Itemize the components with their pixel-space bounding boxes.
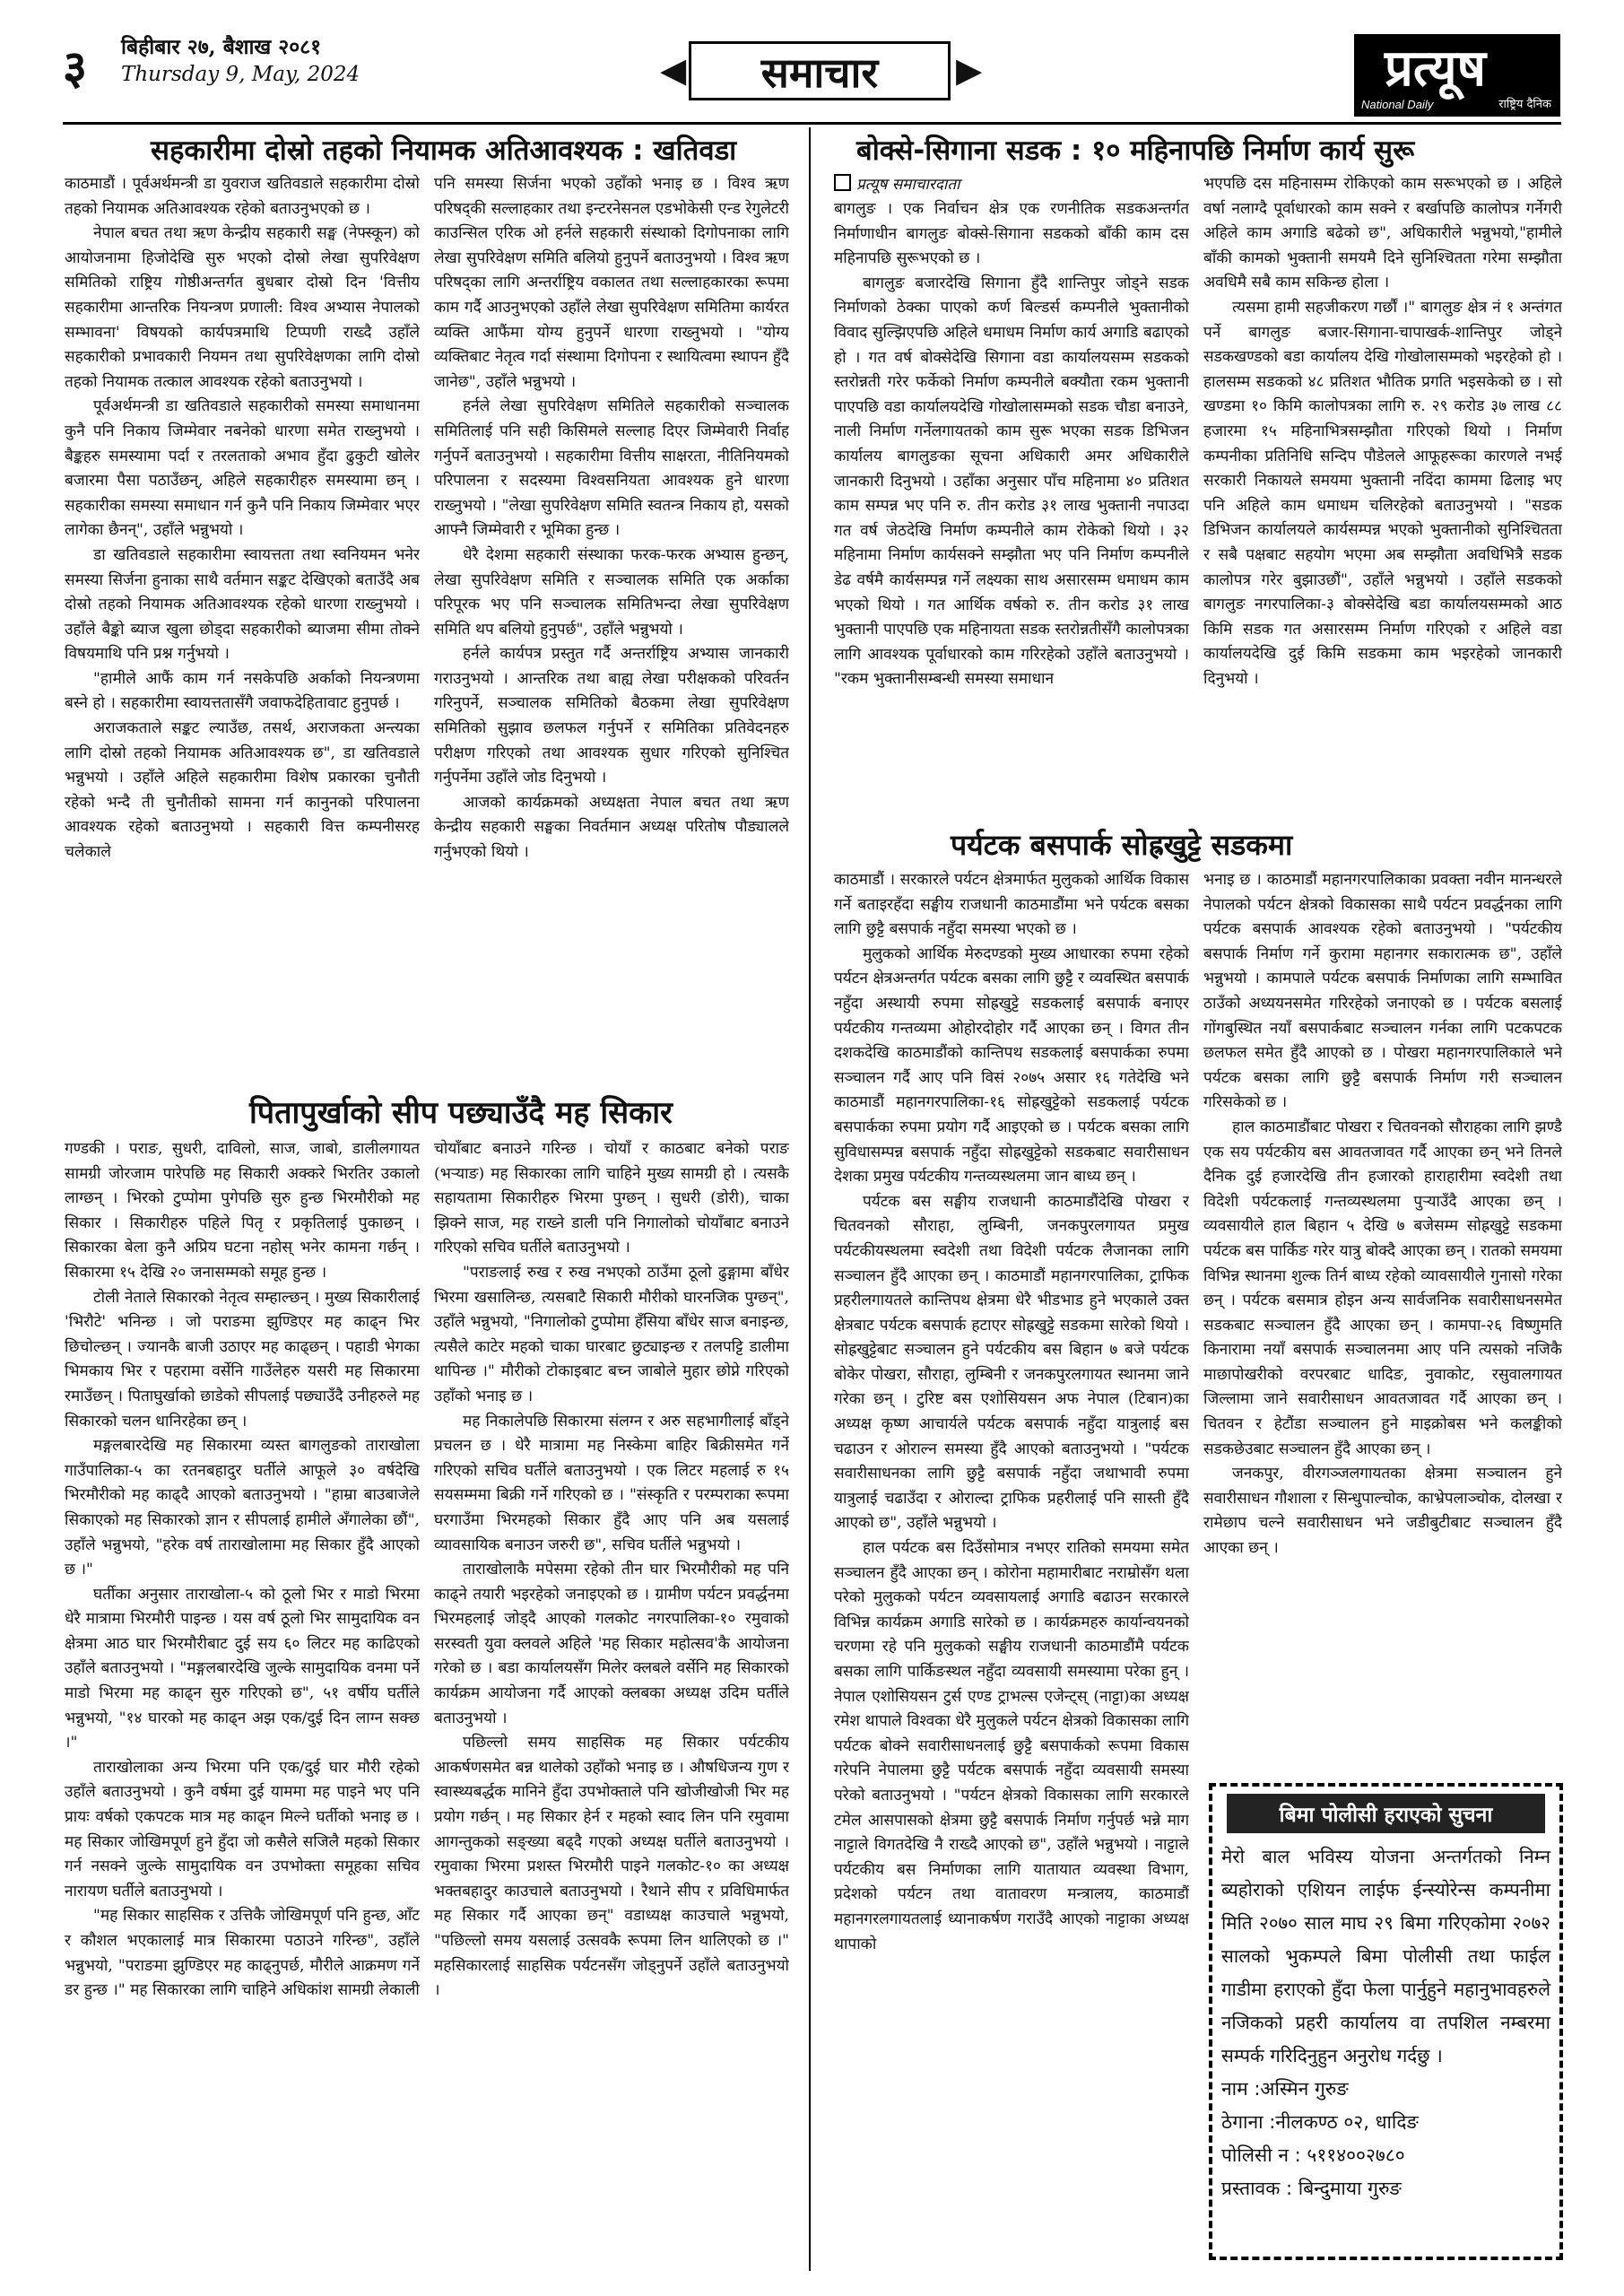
paragraph: "पराङलाई रुख र रुख नभएको ठाउँमा ठूलो ढुङ्गामा बाँधेर भिरमा खसालिन्छ, त्यसबाटै सिकारी मौरीको घारनजिक पुग्छन्", उहाँले भन्नुभयो, "निगालोको टुप्पोमा हँसिया बाँधेर साज बनाइन्छ, त्यसैले काटेर महको चाका घारबाट छुट्याइन्छ र तलपट्टि डालीमा थापिन्छ ।" मौरीको टोकाइबाट बच्न जाबोले मुहार छोप्ने गरिएको उहाँको भनाइ छ ।	[434, 1263, 789, 1405]
column-divider	[809, 127, 811, 2271]
paragraph: त्यसमा हामी सहजीकरण गर्छौं ।" बागलुङ क्षेत्र नं १ अन्तंगत पर्ने बागलुङ बजार-सिगाना-चापाखर्क-शान्तिपुर जोड्ने सडकखण्डको बडा कार्यालय देखि गोखोलासम्मको भइरहेको हो । हालसम्म सडकको ४८ प्रतिशत भौतिक प्रगति भइसकेको छ । सो खण्डमा १० किमि कालोपत्रका लागि रु. २९ करोड ३७ लाख ८८ हजारमा १५ महिनाभित्रसम्झौता गरिएको थियो । निर्माण कम्पनीका प्रतिनिधि सन्दिप पौडेलले आफूहरूका कारणले नभई सरकारी निकायले समयमा भुक्तानी नदिंदा काममा ढिलाइ भए पनि अहिले काम धमाधम चलिरहेको बताउनुभयो । "सडक डिभिजन कार्यालयले कार्यसम्पन्न भएको भुक्तानीको सुनिश्चितता र सबै पक्षबाट सहयोग भएमा अब सम्झौता अवधिभित्रै सडक कालोपत्र गरेर बुझाउछौं", उहाँले भन्नुभयो । उहाँले सडकको बागलुङ नगरपालिका-३ बोक्सेदेखि बडा कार्यालयसम्मको आठ किमि सडक गत असारसम्म निर्माण गरिएको र अहिले वडा कार्यालयदेखि दुई किमि सडकमा काम भइरहेको जानकारी दिनुभयो ।	[1203, 298, 1562, 688]
header-rule	[63, 122, 1561, 125]
article1-col2	[434, 172, 789, 1087]
logo-sub-nepali: राष्ट्रिय दैनिक	[1498, 98, 1551, 111]
paragraph: मङ्गलबारदेखि मह सिकारमा व्यस्त बागलुङको ताराखोला गाउँपालिका-५ का रतनबहादुर घर्तीले आफूले ३० वर्षदेखि भिरमौरीको मह काढ्दै आएको बताउनुभयो । "हाम्रा बाउबाजेले सिकाएको मह सिकारको ज्ञान र सीपलाई हामीले अँगालेका छौं", उहाँले भन्नुभयो, "हरेक वर्ष ताराखोलामा मह सिकार हुँदै आएको छ ।"	[65, 1437, 420, 1579]
paragraph: डा खतिवडाले सहकारीमा स्वायत्तता तथा स्वनियमन भनेर समस्या सिर्जना हुनाका साथै वर्तमान सङ्कट देखिएको बताउँदै अब दोस्रो तहको नियामक अतिआवश्यक रहेको धारणा राख्नुभयो । उहाँले बैङ्को ब्याज खुला छोड्दा सहकारीको ब्याजमा सीमा तोक्ने विषयमाथि पनि प्रश्न गर्नुभयो ।	[65, 545, 420, 664]
date-block	[121, 34, 360, 88]
paragraph: घर्तीका अनुसार ताराखोला-५ को ठूलो भिर र माडो भिरमा धेरै मात्रामा भिरमौरी पाइन्छ । यस वर्ष ठूलो भिर सामुदायिक वन क्षेत्रमा आठ घार भिरमौरीबाट दुई सय ६० लिटर मह काढिएको उहाँले बताउनुभयो । "मङ्गलबारदेखि जुल्के सामुदायिक वनमा पर्ने माडो भिरमा मह काढ्न सुरु गरिएको छ", ५१ वर्षीय घर्तीले भन्नुभयो, "१४ घारको मह काढ्न अझ एक/दुई दिन लाग्न सक्छ ।"	[65, 1585, 420, 1752]
article4-headline: पर्यटक बसपार्क सोह्रखुट्टे सडकमा	[951, 828, 1293, 862]
paragraph: पर्यटक बस सङ्घीय राजधानी काठमाडौंदेखि पोखरा र चितवनको सौराहा, लुम्बिनी, जनकपुरलगायत प्रमुख पर्यटकीयस्थलमा स्वदेशी तथा विदेशी पर्यटक लैजानका लागि सञ्चालन हुँदै आएका छन् । काठमाडौं महानगरपालिका, ट्राफिक प्रहरीलगायतले कान्तिपथ क्षेत्रमा धेरै भीडभाड हुने भएकाले उक्त क्षेत्रबाट पर्यटक बसपार्क हटाएर सोह्रखुट्टे सडकमा सारेको थियो । सोह्रखुट्टेबाट सञ्चालन हुने पर्यटकीय बस बिहान ७ बजे पर्यटक बोकेर पोखरा, सौराहा, लुम्बिनी र जनकपुरलगायत स्थानमा जाने गरेका छन् । टुरिष्ट बस एशोसियसन अफ नेपाल (टिबान)का अध्यक्ष कृष्ण आचार्यले पर्यटक बसपार्क नहुँदा यात्रुलाई बस चढाउन र ओराल्न समस्या हुँदै आएको बताउनुभयो । "पर्यटक सवारीसाधनका लागि छुट्टै बसपार्क नहुँदा जथाभावी रुपमा यात्रुलाई चढाउँदा र ओराल्दा ट्राफिक प्रहरीलाई पनि सास्ती हुँदै आएको छ", उहाँले भन्नुभयो ।	[834, 1192, 1189, 1533]
page-number: ३	[63, 41, 88, 95]
paragraph: ताराखोलाका अन्य भिरमा पनि एक/दुई घार मौरी रहेको उहाँले बताउनुभयो । कुनै वर्षमा दुई याममा मह पाइने भए पनि प्रायः वर्षको एकपटक मात्र मह काढ्न मिल्ने घर्तीको भनाइ छ । मह सिकार जोखिमपूर्ण हुने हुँदा जो कसैले सजिलै महको सिकार गर्न नसक्ने जुल्के सामुदायिक वन उपभोक्ता समूहका सचिव नारायण घर्तीले बताउनुभयो ।	[65, 1758, 420, 1900]
paragraph: मुलुकको आर्थिक मेरुदण्डको मुख्य आधारका रुपमा रहेको पर्यटन क्षेत्रअन्तर्गत पर्यटक बसका लागि छुट्टै र व्यवस्थित बसपार्क नहुँदा अस्थायी रुपमा सोह्रखुट्टे सडकलाई बसपार्क बनाएर पर्यटकीय गन्तव्यमा ओहोरदोहोर गर्दै आएका छन् । विगत तीन दशकदेखि काठमाडौंको कान्तिपथ सडकलाई बसपार्कका रुपमा सञ्चालन गर्दै आए पनि विसं २०७५ असार १६ गतेदेखि भने काठमाडौं महानगरपालिका-१६ सोह्रखुट्टेको सडकलाई पर्यटक बसपार्कका रुपमा प्रयोग गर्दै आइएको छ । पर्यटक बसका लागि सुविधासम्पन्न बसपार्क नहुँदा सोह्रखुट्टेको सडकबाट सवारीसाधन देशका प्रमुख पर्यटकीय गन्तव्यस्थलमा जान बाध्य छन् ।	[834, 944, 1189, 1187]
notice-address: ठेगाना :नीलकण्ठ ०२, धादिङ	[1221, 2111, 1419, 2133]
section-title: समाचार	[689, 41, 951, 100]
paragraph: अराजकताले सङ्कट ल्याउँछ, तसर्थ, अराजकता अन्त्यका लागि दोस्रो तहको नियामक अतिआवश्यक छ", डा खतिवडाले भन्नुभयो । उहाँले अहिले सहकारीमा विशेष प्रकारका चुनौती रहेको भन्दै ती चुनौतीको सामना गर्न कानुनको परिपालना आवश्यक रहेको बताउनुभयो । सहकारी वित्त कम्पनीसरह चलेकाले	[65, 719, 420, 862]
paragraph: ताराखोलाकै मपेसमा रहेको तीन घार भिरमौरीको मह पनि काढ्ने तयारी भइरहेको जनाइएको छ । ग्रामीण पर्यटन प्रवर्द्धनमा भिरमहलाई जोड्दै आएको गलकोट नगरपालिका-१० रमुवाको सरस्वती युवा क्लवले अहिले 'मह सिकार महोत्सव'कै आयोजना गरेको छ । बडा कार्यालयसँग मिलेर क्लबले वर्सेनि मह सिकारको कार्यक्रम आयोजना गर्दै आएको क्लबका अध्यक्ष उदिम घर्तीले बताउनुभयो ।	[434, 1561, 789, 1727]
paragraph: जनकपुर, वीरगञ्जलगायतका क्षेत्रमा सञ्चालन हुने सवारीसाधन गौशाला र सिन्धुपाल्चोक, काभ्रेपलाञ्चोक, दोलखा र रामेछाप चल्ने सवारीसाधन भने जडीबुटीबाट सञ्चालन हुँदै आएका छन् ।	[1203, 1465, 1562, 1558]
article3-col1	[65, 1137, 420, 2267]
checkbox-icon	[834, 174, 851, 191]
article2-col1	[834, 197, 1189, 814]
paragraph: बागलुङ । एक निर्वाचन क्षेत्र एक रणनीतिक सडकअन्तर्गत निर्माणाधीन बागलुङ बोक्से-सिगाना सडकको बाँकी काम दस महिनापछि सुरूभएको छ ।	[834, 200, 1189, 268]
paragraph: भनाइ छ । काठमाडौं महानगरपालिकाका प्रवक्ता नवीन मानन्धरले नेपालको पर्यटन क्षेत्रको विकासका साथै पर्यटन प्रवर्द्धनका लागि पर्यटक बसपार्क आवश्यक रहेको बताउनुभयो । "पर्यटकीय बसपार्क निर्माण गर्ने कुरामा महानगर सकारात्मक छ", उहाँले भन्नुभयो । कामपाले पर्यटक बसपार्क निर्माणका लागि सम्भावित ठाउँको अध्ययनसमेत गरिरहेको जनाएको छ । पर्यटक बसलाई गोंगबुस्थित नयाँ बसपार्कबाट सञ्चालन गर्नका लागि पटकपटक छलफल समेत हुँदै आएको छ । पोखरा महानगरपालिकाले भने पर्यटक बसका लागि छुट्टै बसपार्क निर्माण गरी सञ्चालन गरिसकेको छ ।	[1203, 871, 1562, 1112]
article1-headline: सहकारीमा दोस्रो तहको नियामक अतिआवश्यक : खतिवडा	[151, 135, 737, 167]
paragraph: धेरै देशमा सहकारी संस्थाका फरक-फरक अभ्यास हुन्छन्, लेखा सुपरिवेक्षण समिति र सञ्चालक समिति एक अर्काका परिपूरक भए पनि सञ्चालक समितिभन्दा लेखा सुपरिवेक्षण समिति थप बलियो हुनुपर्छ", उहाँले भन्नुभयो ।	[434, 545, 789, 639]
paragraph: काठमाडौं । पूर्वअर्थमन्त्री डा युवराज खतिवडाले सहकारीमा दोस्रो तहको नियामक अतिआवश्यक रहेको बताउनुभएको छ ।	[65, 175, 420, 218]
article2-headline: बोक्से-सिगाना सडक : १० महिनापछि निर्माण कार्य सुरू	[856, 135, 1415, 167]
notice-body: मेरो बाल भविस्य योजना अन्तर्गतको निम्न ब्यहोराको एशियन लाईफ ईन्स्योरेन्स कम्पनीमा मिति २०७० साल माघ २९ बिमा गरिएकोमा २०७२ सालको भुकम्पले बिमा पोलीसी तथा फाईल गाडीमा हराएको हुँदा फेला पार्नुहुने महानुभावहरुले नजिकको प्रहरी कार्यालय वा तपशिल नम्बरमा सम्पर्क गरिदिनुहुन अनुरोध गर्दछु ।	[1221, 1846, 1550, 2066]
paragraph: भएपछि दस महिनासम्म रोकिएको काम सरूभएको छ । अहिले वर्षा नलाग्दै पूर्वाधारको काम सक्ने र बर्खापछि कालोपत्र गर्नेगरी अहिले काम अगाडि बढेको छ", अधिकारीले भन्नुभयो,"हामीले बाँकी कामको भुक्तानी समयमै दिने सुनिश्चितता गरेमा सम्झौता अवधिमै सबै काम सकिन्छ होला ।	[1203, 175, 1562, 292]
article3-col2	[434, 1137, 789, 2267]
article4-col1	[834, 868, 1189, 2264]
paragraph: हाल पर्यटक बस दिउँसोमात्र नभएर रातिको समयमा समेत सञ्चालन हुँदै आएका छन् । कोरोना महामारीबाट नराम्रोसँग थला परेको मुलुकको पर्यटन व्यवसायलाई अगाडि बढाउन सरकारले विभिन्न कार्यक्रम अगाडि सारेको छ । कार्यक्रमहरु कार्यान्वयनको चरणमा रहे पनि मुलुकको सङ्घीय राजधानी काठमाडौंमै पर्यटक बसका लागि पार्किङस्थल नहुँदा व्यवसायी समस्यामा परेका हुन् । नेपाल एशोसियसन टुर्स एण्ड ट्राभल्स एजेन्ट्स् (नाट्टा)का अध्यक्ष रमेश थापाले विश्वका धेरै मुलुकले पर्यटन क्षेत्रको विकासका लागि पर्यटक बोक्ने सवारीसाधनलाई छुट्टै बसपार्कको रूपमा विकास गरेपनि नेपालमा छुट्टै पर्यटक बसपार्क नहुँदा व्यवसायी समस्या परेको बताउनुभयो । "पर्यटन क्षेत्रको विकासका लागि सरकारले टमेल आसपासको क्षेत्रमा छुट्टै बसपार्क निर्माण गर्नुपर्छ भन्ने माग नाट्टाले विगतदेखि नै राख्दै आएको छ", उहाँले भन्नुभयो । नाट्टाले पर्यटकीय बस निर्माणका लागि यातायात व्यवस्था विभाग, प्रदेशको पर्यटन तथा वातावरण मन्त्रालय, काठमाडौं महानगरलगायतलाई ध्यानाकर्षण गराउँदै आएको नाट्टाका अध्यक्ष थापाको	[834, 1539, 1189, 1953]
paragraph: "मह सिकार साहसिक र उत्तिकै जोखिमपूर्ण पनि हुन्छ, आँट र कौशल भएकालाई मात्र सिकारमा पठाउने गरिन्छ", उहाँले भन्नुभयो, "पराङमा झुण्डिएर मह काढ्नुपर्छ, मौरीले आक्रमण गर्ने डर हुन्छ ।" मह सिकारका लागि चाहिने अधिकांश सामग्री लेकाली	[65, 1907, 420, 2000]
paragraph: काठमाडौं । सरकारले पर्यटन क्षेत्रमार्फत मुलुकको आर्थिक विकास गर्ने बताइरहँदा सङ्घीय राजधानी काठमाडौंमा भने पर्यटक बसका लागि छुट्टै बसपार्क नहुँदा समस्या भएको छ ।	[834, 871, 1189, 939]
paragraph: नेपाल बचत तथा ऋण केन्द्रीय सहकारी सङ्घ (नेफ्स्कून) को आयोजनामा हिजोदेखि सुरु भएको दोस्रो लेखा सुपरिवेक्षण समितिको राष्ट्रिय गोष्ठीअन्तर्गत बुधबार दोस्रो दिन 'वित्तीय सहकारीमा आन्तरिक नियन्त्रण प्रणाली: विश्व अभ्यास नेपालको सम्भावना' विषयको कार्यपत्रमाथि टिप्पणी राख्दै उहाँले सहकारीको प्रभावकारी नियमन तथा सुपरिवेक्षणका लागि दोस्रो तहको नियामक तत्काल आवश्यक रहेको बताउनुभयो ।	[65, 224, 420, 391]
paragraph: पछिल्लो समय साहसिक मह सिकार पर्यटकीय आकर्षणसमेत बन्न थालेको उहाँको भनाइ छ । औषधिजन्य गुण र स्वास्थ्यबर्द्धक मानिने हुँदा उपभोक्ताले पनि खोजीखोजी भिर मह प्रयोग गर्छन् । मह सिकार हेर्न र महको स्वाद लिन पनि रमुवामा आगन्तुकको सङ्ख्या बढ्दै गएको अध्यक्ष घर्तीले बताउनुभयो । रमुवाका भिरमा प्रशस्त भिरमौरी पाइने गलकोट-१० का अध्यक्ष भक्तबहादुर काउचाले बताउनुभयो । रैथाने सीप र प्रविधिमार्फत मह सिकार गर्दै आएका छन्" वडाध्यक्ष काउचाले भन्नुभयो, "पछिल्लो समय यसलाई उत्सवकै रूपमा लिन थालिएको छ ।" महसिकारलाई साहसिक पर्यटनसँग जोड्नुपर्ने उहाँले बताउनुभयो ।	[434, 1734, 789, 2000]
paragraph: हर्नले लेखा सुपरिवेक्षण समितिले सहकारीको सञ्चालक समितिलाई पनि सही किसिमले सल्लाह दिएर जिम्मेवारी निर्वाह गर्नुपर्ने बताउनुभयो । सहकारीमा वित्तीय साक्षरता, नीतिनियमको परिपालना र सदस्यमा विश्वसनियता आवश्यक हुने धारणा राख्नुभयो । "लेखा सुपरिवेक्षण समिति स्वतन्त्र निकाय हो, यसको आफ्नै जिम्मेवारी र भूमिका हुन्छ ।	[434, 397, 789, 540]
left-arrow-icon: ◀	[660, 50, 687, 90]
paragraph: बागलुङ बजारदेखि सिगाना हुँदै शान्तिपुर जोड्ने सडक निर्माणको ठेक्का पाएको कर्ण बिल्डर्स कम्पनीले भुक्तानीको विवाद सुल्झिएपछि अहिले धमाधम निर्माण कार्य अगाडि बढाएको हो । गत वर्ष बोक्सेदेखि सिगाना वडा कार्यालयसम्म सडकको स्तरोन्नती गरेर फर्केको निर्माण कम्पनीले बक्यौता रकम भुक्तानी पाएपछि वडा कार्यालयदेखि गोखोलासम्मको सडक चौडा बनाउने, नाली निर्माण गर्नेलगायतको काम सुरू भएका सडक डिभिजन कार्यालय बागलुङका सूचना अधिकारी अमर अधिकारीले जानकारी दिनुभयो । उहाँका अनुसार पाँच महिनामा ४० प्रतिशत काम सम्पन्न भए पनि रु. तीन करोड ३१ लाख भुक्तानी नपाउदा गत वर्ष जेठदेखि निर्माण कम्पनीले काम रोकेको थियो । ३२ महिनामा निर्माण कार्यसक्ने सम्झौता भए पनि निर्माण कम्पनीले डेढ वर्षमै कार्यसम्पन्न गर्ने लक्ष्यका साथ असारसम्म धमाधम काम भएको थियो । गत आर्थिक वर्षको रु. तीन करोड ३१ लाख भुक्तानी पाएपछि एक महिनायता सडक स्तरोन्नतीसँगै कालोपत्रका लागि आवश्यक पूर्वाधारको काम गरिरहेको उहाँले बताउनुभयो । "रकम भुक्तानीसम्बन्धी समस्या समाधान	[834, 274, 1189, 689]
paragraph: चोयाँबाट बनाउने गरिन्छ । चोयाँ र काठबाट बनेको पराङ (भऱ्याङ) मह सिकारका लागि चाहिने मुख्य सामग्री हो । त्यसकै सहायतामा सिकारीहरु भिरमा पुग्छन् । सुधरी (डोरी), चाका झिक्ने साज, मह राख्ने डाली पनि निगालोको चोयाँबाट बनाउने गरिएको सचिव घर्तीले बताउनुभयो ।	[434, 1140, 789, 1257]
insurance-notice	[1209, 1783, 1563, 2260]
article1-col1	[65, 172, 420, 1094]
logo-text: प्रत्यूष	[1385, 39, 1486, 98]
right-arrow-icon: ▶	[956, 50, 983, 90]
paragraph: हर्नले कार्यपत्र प्रस्तुत गर्दै अन्तर्राष्ट्रिय अभ्यास जानकारी गराउनुभयो । आन्तरिक तथा बाह्य लेखा परीक्षकको परिवर्तन गरिनुपर्ने, सञ्चालक समितिको बैठकमा लेखा सुपरिवेक्षण समितिको सुझाव छलफल गर्नुपर्ने र समितिका प्रतिवेदनहरु परीक्षण गरिएको तथा आवश्यक सुधार गरिएको सुनिश्चित गर्नुपर्नेमा उहाँले जोड दिनुभयो ।	[434, 645, 789, 787]
paragraph: गण्डकी । पराङ, सुधरी, दाविलो, साज, जाबो, डालीलगायत सामग्री जोरजाम पारेपछि मह सिकारी अक्करे भिरतिर उकालो लाग्छन् । भिरको टुप्पोमा पुगेपछि सुरु हुन्छ भिरमौरीको मह सिकार । सिकारीहरु पहिले पितृ र प्रकृतिलाई पुकाछन् । सिकारका बेला कुनै अप्रिय घटना नहोस् भनेर कामना गर्छन् । सिकारमा १५ देखि २० जनासम्मको समूह हुन्छ ।	[65, 1140, 420, 1282]
notice-title: बिमा पोलीसी हराएको सुचना	[1227, 1794, 1545, 1833]
paragraph: हाल काठमाडौंबाट पोखरा र चितवनको सौराहका लागि झण्डै एक सय पर्यटकीय बस आवतजावत गर्दै आएका छन् भने तिनले दैनिक दुई हजारदेखि तीन हजारको हाराहारीमा स्वदेशी तथा विदेशी पर्यटकलाई गन्तव्यस्थलमा पुऱ्याउँदै आएका छन् । व्यवसायीले हाल बिहान ५ देखि ७ बजेसम्म सोह्रखुट्टे सडकमा पर्यटक बस पार्किङ गरेर यात्रु बोक्दै आएका छन् । रातको समयमा विभिन्न स्थानमा शुल्क तिर्न बाध्य रहेको व्यावसायीले गुनासो गरेका छन् । पर्यटक बसमात्र होइन अन्य सार्वजनिक सवारीसाधनसमेत सडकबाट सञ्चालन हुँदै आएका छन् । कामपा-२६ विष्णुमति किनारामा नयाँ बसपार्क सञ्चालनमा आए पनि त्यसको नजिकै माछापोखरीको वरपरबाट धादिङ, नुवाकोट, रसुवालगायत जिल्लामा जाने सवारीसाधन आवतजावत गर्दै आएका छन् । चितवन र हेटौंडा सञ्चालन हुने माइक्रोबस भने कलङ्कीको सडकछेउबाट सञ्चालन हुँदै आएका छन् ।	[1203, 1118, 1562, 1458]
logo-sub-english: National Daily	[1361, 98, 1434, 111]
paragraph: "हामीले आफैं काम गर्न नसकेपछि अर्काको नियन्त्रणमा बस्ने हो । सहकारीमा स्वायत्ततासँगै जवाफदेहितावाट हुनुपर्छ ।	[65, 669, 420, 713]
notice-name: नाम :अस्मिन गुरुङ	[1221, 2078, 1349, 2100]
byline-text: प्रत्यूष समाचारदाता	[856, 176, 960, 194]
date-english: Thursday 9, May, 2024	[121, 63, 360, 86]
paragraph: पूर्वअर्थमन्त्री डा खतिवडाले सहकारीको समस्या समाधानमा कुनै पनि निकाय जिम्मेवार नबनेको धारणा समेत राख्नुभयो । बैङ्कहरु समस्यामा पर्दा र तरलताको अभाव हुँदा ढुकुटी खोलेर बजारमा पैसा पठाउँछन्, अहिले सहकारीहरु समस्यामा छन् । सहकारीका समस्या समाधान गर्न कुनै पनि निकाय जिम्मेवार भएर लागेका छैनन्", उहाँले भन्नुभयो ।	[65, 397, 420, 540]
paragraph: पनि समस्या सिर्जना भएको उहाँको भनाइ छ । विश्व ऋण परिषद्की सल्लाहकार तथा इन्टरनेसनल एडभोकेसी एन्ड रेगुलेटरी काउन्सिल एरिक ओ हर्नले सहकारी संस्थाको दिगोपनाका लागि लेखा सुपरिवेक्षण समिति बलियो हुनुपर्ने बताउनुभयो । विश्व ऋण परिषद्का लागि अन्तर्राष्ट्रिय वकालत तथा सल्लाहकारका रूपमा काम गर्दै आउनुभएको उहाँले लेखा सुपरिवेक्षण समितिमा कार्यरत व्यक्ति आफैंमा योग्य हुनुपर्ने धारणा राख्नुभयो । "योग्य व्यक्तिबाट नेतृत्व गर्दा संस्थामा दिगोपना र स्थायित्वमा स्थापन हुँदै जानेछ", उहाँले भन्नुभयो ।	[434, 175, 789, 391]
notice-policy: पोलिसी न : ५११४००२७८०	[1221, 2144, 1405, 2166]
date-nepali: बिहीबार २७, बैशाख २०८१	[121, 35, 322, 59]
masthead-logo	[1354, 34, 1560, 117]
notice-proposer: प्रस्तावक : बिन्दुमाया गुरुङ	[1221, 2178, 1402, 2199]
article3-headline: पितापुर्खाको सीप पछ्याउँदै मह सिकार	[249, 1095, 673, 1131]
article2-byline	[834, 173, 960, 194]
paragraph: मह निकालेपछि सिकारमा संलग्न र अरु सहभागीलाई बाँड्ने प्रचलन छ । धेरै मात्रामा मह निस्केमा बाहिर बिक्रीसमेत गर्ने गरिएको सचिव घर्तीले बताउनुभयो । एक लिटर महलाई रु १५ सयसम्ममा बिक्री गर्ने गरिएको छ । "संस्कृति र परम्पराका रूपमा घरगाउँमा भिरमहको सिकार हुँदै आए पनि अब यसलाई व्यावसायिक बनाउन जरुरी छ", सचिव घर्तीले भन्नुभयो ।	[434, 1412, 789, 1554]
article2-col2	[1203, 172, 1562, 820]
paragraph: टोली नेताले सिकारको नेतृत्व सम्हाल्छन् । मुख्य सिकारीलाई 'भिरौटे' भनिन्छ । जो पराङमा झुण्डिएर मह काढ्न भिर छिचोल्छन् । ज्यानकै बाजी उठाएर मह काढ्छन् । पहाडी भेगका भिमकाय भिर र पहरामा वर्सेनि गाउँलेहरु यसरी मह सिकारमा रमाउँछन् । पिताघुर्खाको छाडेको सीपलाई पछ्याउँदै उनीहरुले मह सिकारको चलन धानिरहेका छन् ।	[65, 1288, 420, 1431]
article4-col2	[1203, 868, 1562, 1772]
paragraph: आजको कार्यक्रमको अध्यक्षता नेपाल बचत तथा ऋण केन्द्रीय सहकारी सङ्घका निवर्तमान अध्यक्ष परितोष पौड्यालले गर्नुभएको थियो ।	[434, 793, 789, 862]
